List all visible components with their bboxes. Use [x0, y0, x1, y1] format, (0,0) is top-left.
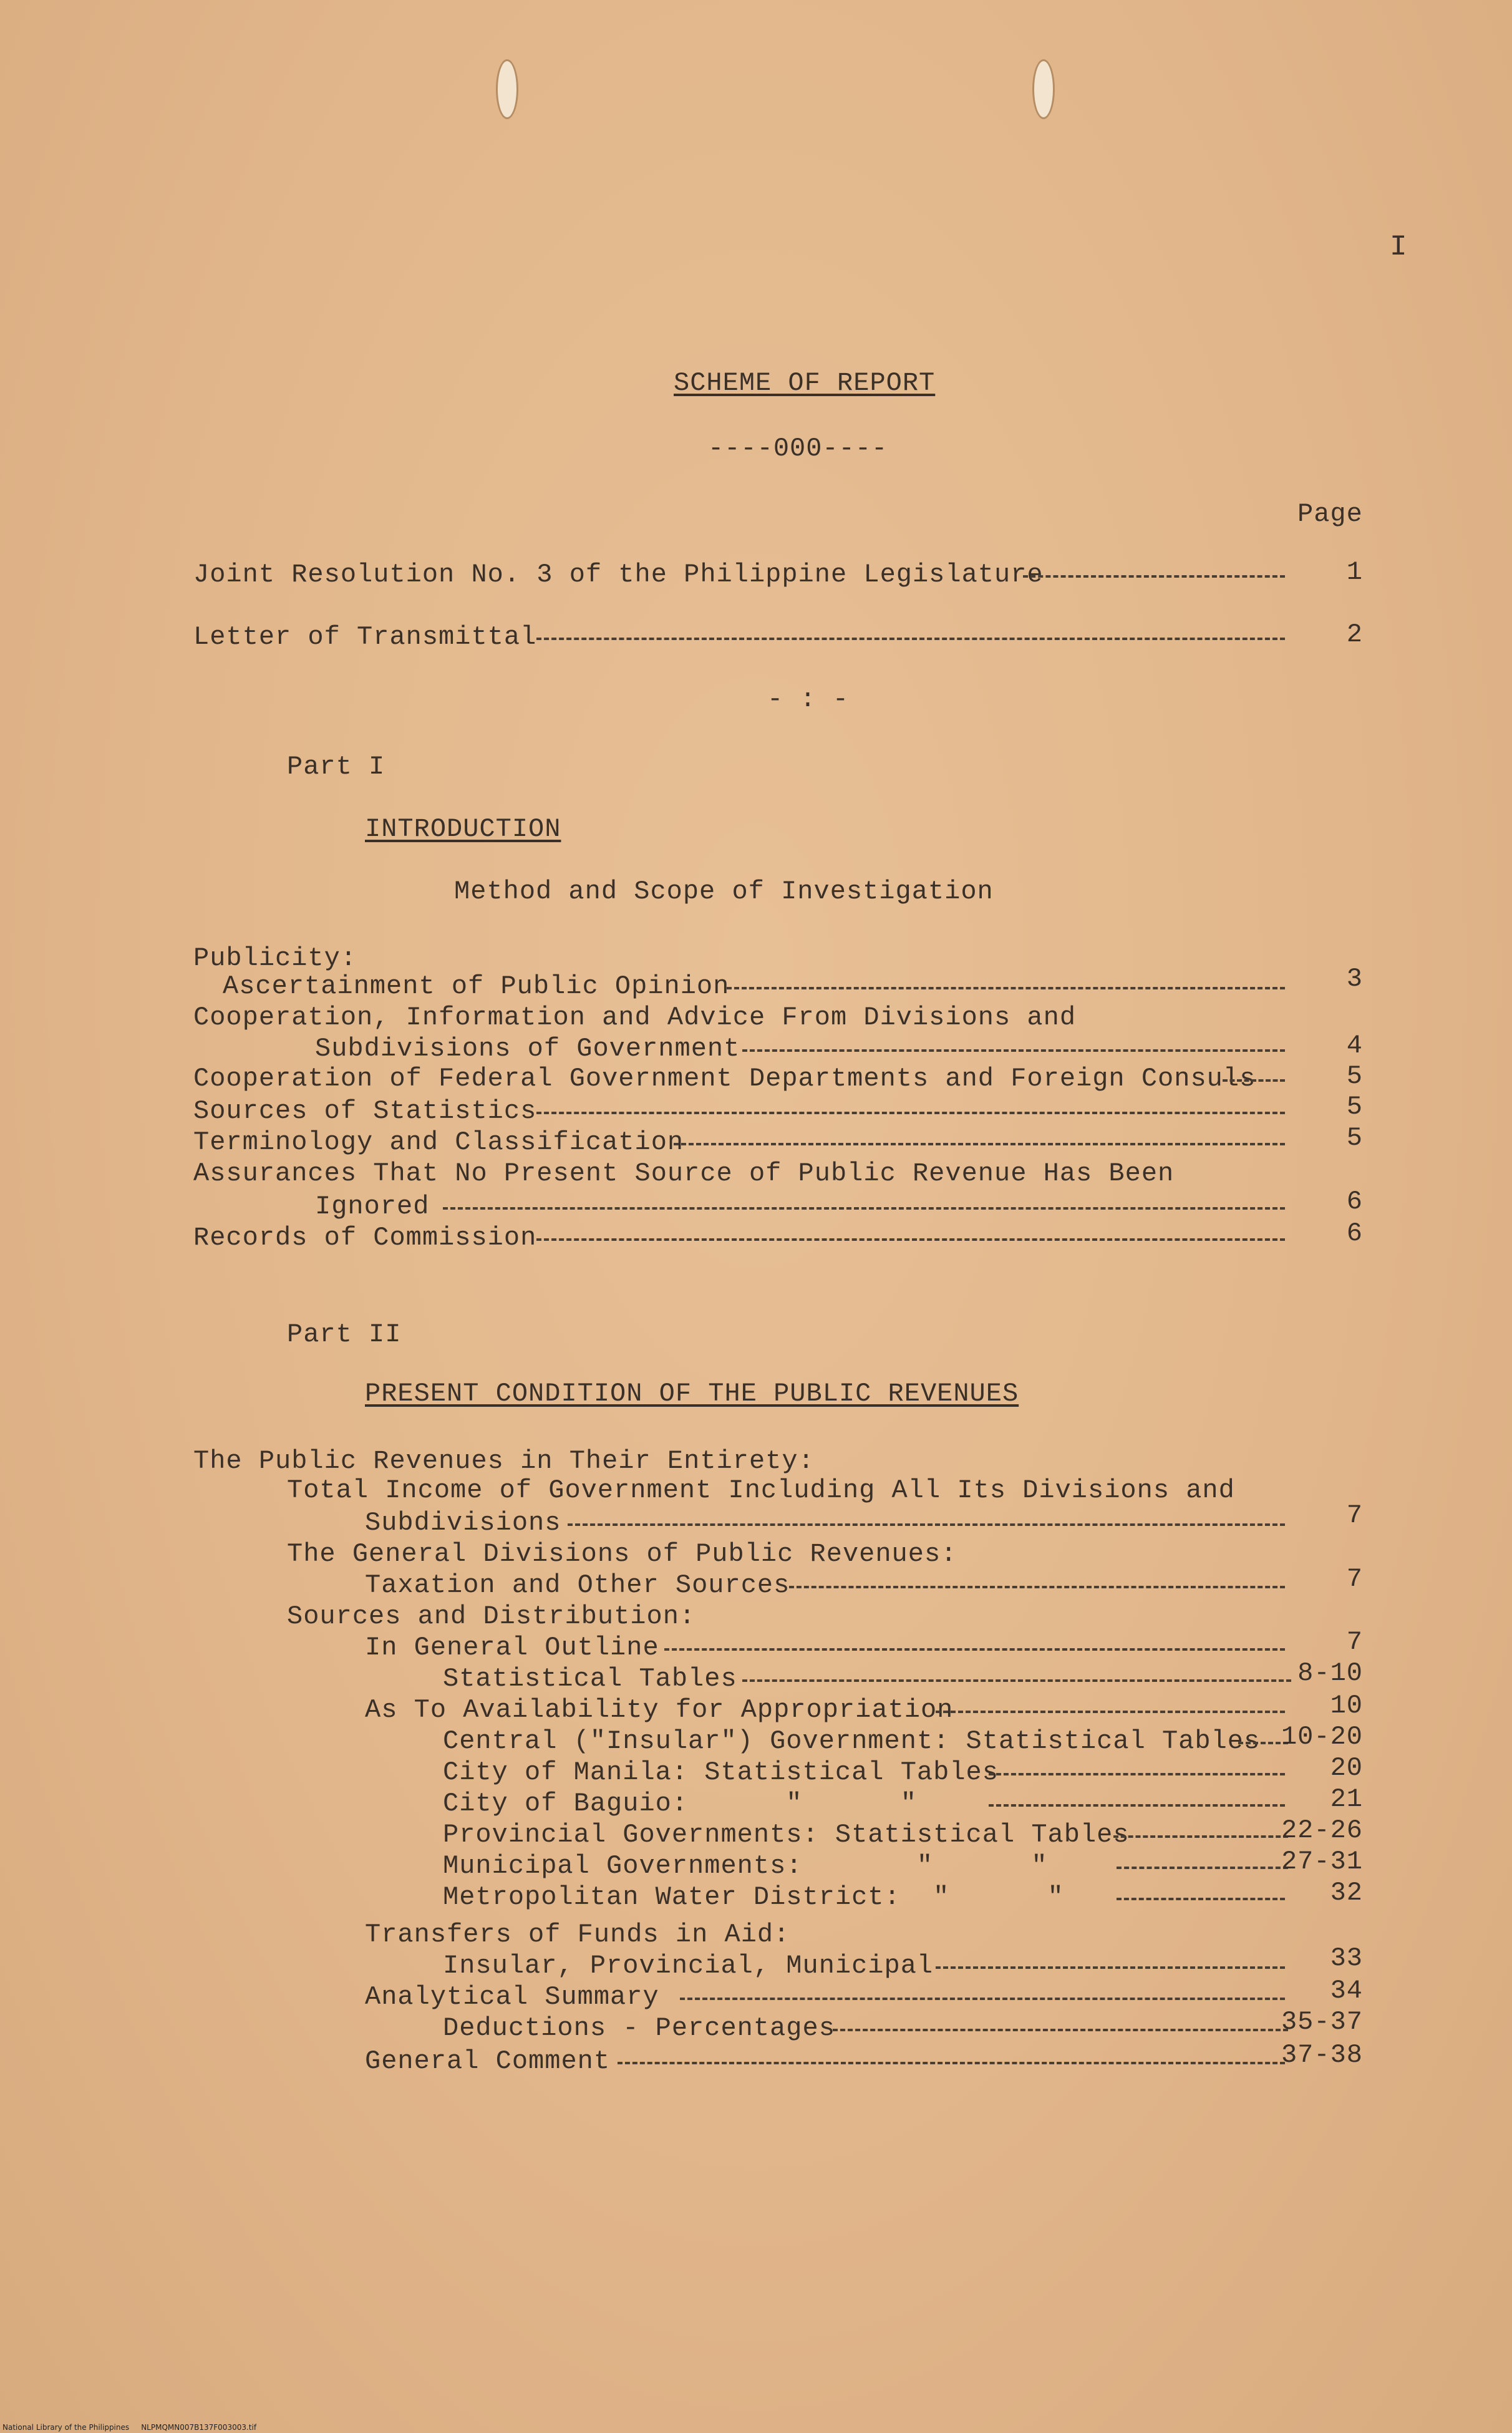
toc-entry-joint-resolution: Joint Resolution No. 3 of the Philippine Legislature [193, 560, 1044, 590]
dot-leader [936, 1711, 1285, 1713]
toc-page-number: 8-10 [1297, 1658, 1363, 1688]
dot-leader [833, 2029, 1288, 2031]
toc-page-number: 5 [1346, 1123, 1363, 1153]
toc-entry: Central ("Insular") Government: Statistical Tables [443, 1726, 1261, 1756]
toc-page-number: 2 [1346, 619, 1363, 649]
toc-page-number: 27-31 [1281, 1847, 1363, 1877]
toc-entry: Terminology and Classification [193, 1127, 684, 1157]
dot-leader [742, 1049, 1285, 1052]
toc-page-number: 1 [1346, 557, 1363, 587]
toc-entry: Deductions - Percentages [443, 2013, 835, 2043]
toc-page-number: 6 [1346, 1187, 1363, 1216]
punch-hole-left [496, 59, 518, 119]
part-label: Part II [287, 1319, 402, 1349]
toc-page-number: 21 [1330, 1784, 1363, 1814]
dot-leader [674, 1143, 1285, 1145]
toc-page-number: 10-20 [1281, 1722, 1363, 1752]
toc-page-number: 34 [1330, 1976, 1363, 2006]
toc-entry: Sources of Statistics [193, 1096, 537, 1126]
toc-entry: Municipal Governments: " " [443, 1851, 1048, 1881]
toc-entry: Subdivisions of Government [315, 1034, 740, 1064]
toc-page-number: 7 [1346, 1500, 1363, 1530]
dot-leader [727, 987, 1285, 989]
separator-top: ----000---- [708, 434, 888, 464]
toc-page-number: 3 [1346, 964, 1363, 994]
toc-entry: General Comment [365, 2046, 611, 2076]
toc-page-number: 22-26 [1281, 1815, 1363, 1845]
toc-entry: City of Manila: Statistical Tables [443, 1757, 999, 1787]
toc-entry: In General Outline [365, 1633, 659, 1663]
report-title: SCHEME OF REPORT [674, 368, 936, 398]
toc-entry: Publicity: [193, 943, 357, 973]
toc-page-number: 37-38 [1281, 2040, 1363, 2070]
dot-leader [789, 1586, 1285, 1588]
toc-page-number: 32 [1330, 1878, 1363, 1908]
dot-leader [742, 1679, 1291, 1682]
toc-page-number: 6 [1346, 1218, 1363, 1248]
part-subheading: Method and Scope of Investigation [454, 877, 994, 906]
toc-entry: Assurances That No Present Source of Public Revenue Has Been [193, 1158, 1175, 1188]
toc-page-number: 5 [1346, 1092, 1363, 1122]
toc-page-number: 7 [1346, 1564, 1363, 1594]
toc-entry: Subdivisions [365, 1508, 561, 1538]
toc-entry: Cooperation of Federal Government Departments and Foreign Consuls [193, 1064, 1256, 1094]
toc-entry: Records of Commission [193, 1223, 537, 1253]
toc-entry: Analytical Summary [365, 1982, 659, 2012]
toc-entry: Cooperation, Information and Advice From Divisions and [193, 1003, 1077, 1032]
toc-entry: The Public Revenues in Their Entirety: [193, 1446, 815, 1476]
toc-page-number: 10 [1330, 1691, 1363, 1721]
toc-entry-letter-of-transmittal: Letter of Transmittal [193, 622, 537, 652]
toc-entry: The General Divisions of Public Revenues: [287, 1539, 957, 1569]
toc-page-number: 35-37 [1281, 2007, 1363, 2037]
toc-entry: Ascertainment of Public Opinion [223, 971, 730, 1001]
dot-leader [536, 1238, 1285, 1241]
page-mark: I [1390, 231, 1408, 263]
toc-page-number: 20 [1330, 1753, 1363, 1783]
part-heading: PRESENT CONDITION OF THE PUBLIC REVENUES [365, 1379, 1019, 1409]
page-column-header: Page [1297, 499, 1363, 529]
scan-footer: National Library of the Philippines NLPMQMN007B137F003003.tif [2, 2423, 257, 2432]
separator-mid: - : - [767, 684, 850, 714]
toc-page-number: 33 [1330, 1943, 1363, 1973]
toc-entry: Transfers of Funds in Aid: [365, 1920, 790, 1950]
punch-hole-right [1032, 59, 1055, 119]
toc-entry: Taxation and Other Sources [365, 1570, 790, 1600]
toc-page-number: 5 [1346, 1061, 1363, 1091]
dot-leader [664, 1648, 1285, 1651]
dot-leader [618, 2062, 1285, 2064]
toc-page-number: 7 [1346, 1627, 1363, 1657]
toc-entry: Statistical Tables [443, 1664, 737, 1694]
toc-entry: Insular, Provincial, Municipal [443, 1951, 934, 1981]
toc-entry: Sources and Distribution: [287, 1601, 696, 1631]
dot-leader [443, 1207, 1285, 1210]
dot-leader [936, 1966, 1285, 1969]
toc-entry: City of Baguio: " " [443, 1789, 917, 1819]
toc-entry: Provincial Governments: Statistical Tables [443, 1820, 1130, 1850]
toc-entry: Ignored [315, 1192, 430, 1221]
dot-leader [680, 1998, 1285, 2000]
toc-entry: Total Income of Government Including All Its Divisions and [287, 1475, 1235, 1505]
dot-leader [568, 1523, 1285, 1526]
part-heading: INTRODUCTION [365, 814, 561, 844]
toc-page-number: 4 [1346, 1031, 1363, 1061]
dot-leader [536, 1112, 1285, 1114]
dot-leader [536, 638, 1285, 640]
toc-entry: Metropolitan Water District: " " [443, 1882, 1064, 1912]
toc-entry: As To Availability for Appropriation [365, 1695, 954, 1725]
part-label: Part I [287, 752, 385, 782]
